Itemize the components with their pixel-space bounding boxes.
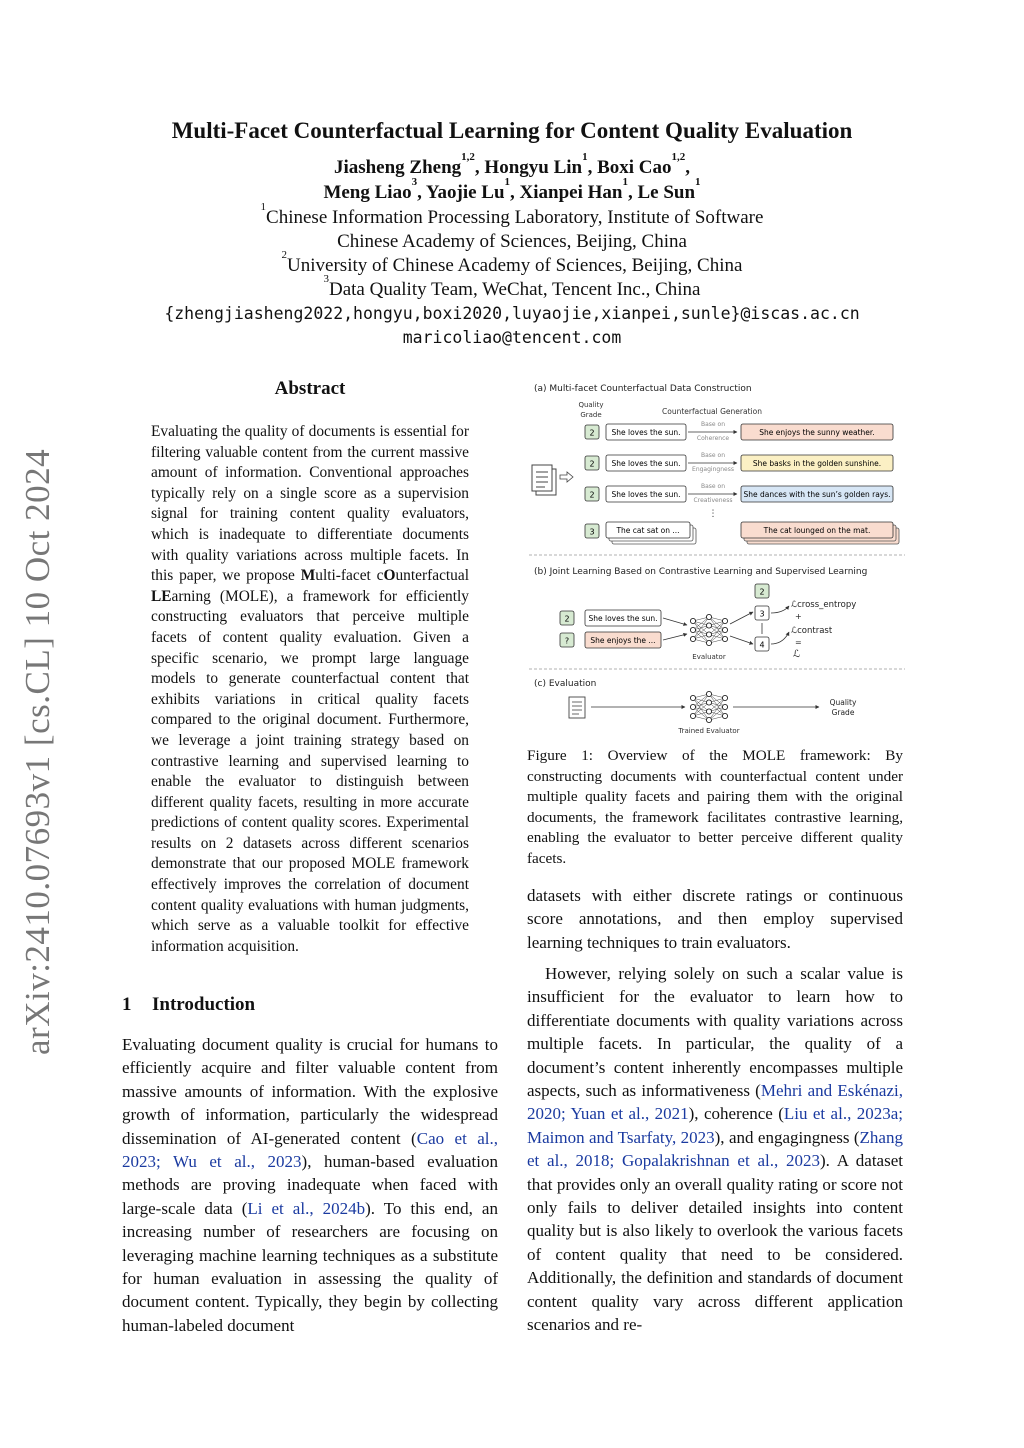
author: Hongyu Lin$^1$, xyxy=(484,150,598,178)
intro-paragraph-1: Evaluating document quality is crucial for humans to efficiently acquire and filter valuable content from massive amounts of information. With the explosive growth of information, particularly the widespread dissemination of AI-generated content (Cao et al., 2023; Wu et al., 2023), human-based evaluation methods are proving inadequate when faced with large-scale data (Li et al., 2024b). To this end, an increasing number of researchers are focusing on leveraging machine learning techniques as a substitute for human evaluation in assessing the quality of document content. Typically, they begin by collecting human-labeled document xyxy=(122,1035,499,1335)
plus-sign: + xyxy=(795,612,802,621)
original-doc-text: The cat sat on ... xyxy=(616,526,680,535)
neural-network-icon xyxy=(690,614,727,645)
figure-1-diagram xyxy=(527,376,907,736)
loss-total: ℒ xyxy=(793,649,801,660)
quality-grade-label: Grade xyxy=(831,708,855,717)
prediction-value: 3 xyxy=(759,609,765,619)
abstract-heading: Abstract xyxy=(274,378,346,399)
evaluator-label: Evaluator xyxy=(692,653,726,661)
counterfactual-row xyxy=(585,483,893,504)
intro-heading: 1 Introduction xyxy=(122,994,256,1015)
grade-value: 2 xyxy=(589,490,595,500)
citation-link[interactable]: Zhang et al., 2018; Gopalakrishnan et al., 2023 xyxy=(527,1127,903,1171)
author-line-1 xyxy=(0,150,1024,179)
base-on-label: Base on xyxy=(701,483,725,490)
right-arrow-icon xyxy=(560,472,573,482)
equals-sign: = xyxy=(795,638,802,647)
counterfactual-doc-text: The cat lounged on the mat. xyxy=(763,526,871,535)
author: Xianpei Han$^1$, xyxy=(519,175,638,203)
author: Jiasheng Zheng$^{1,2}$, xyxy=(333,150,485,178)
ellipsis-dots: ⋮ xyxy=(708,509,718,519)
citation-link[interactable]: Mehri and Eskénazi, 2020; Yuan et al., 2021 xyxy=(527,1081,903,1124)
base-on-label: Base on xyxy=(701,421,725,428)
original-doc-text: She loves the sun. xyxy=(611,428,681,437)
neural-network-icon xyxy=(690,691,727,722)
author: Meng Liao$^3$, xyxy=(323,175,426,203)
intro-paragraph-1-cont: datasets with either discrete ratings or continuous score annotations, and then employ supervised learning techniques to train evaluators. xyxy=(527,886,903,952)
original-doc-text: She loves the sun. xyxy=(611,490,681,499)
grade-value: 2 xyxy=(589,459,595,469)
affiliation-1b: Chinese Academy of Sciences, Beijing, China xyxy=(337,231,687,252)
trained-evaluator-label: Trained Evaluator xyxy=(678,727,740,735)
citation-link[interactable]: Liu et al., 2023a; Maimon and Tsarfaty, 2023 xyxy=(527,1104,903,1147)
author: Le Sun$^1$ xyxy=(637,175,701,203)
intro-paragraph-2: However, relying solely on such a scalar value is insufficient for the evaluator to learn how to differentiate documents with quality variations across multiple facets. In particular, the quality of a document’s content inherently encompasses multiple aspects, such as informativeness (Mehri and Eskénazi, 2020; Yuan et al., 2021), coherence (Liu et al., 2023a; Maimon and Tsarfaty, 2023), and engagingness (Zhang et al., 2018; Gopalakrishnan et al., 2023). A dataset that provides only an overall quality rating or score not only fails to deliver detailed insights into content quality but is also likely to overlook the various facets of content quality that need to be considered. Additionally, the definition and standards of document content quality vary across different application scenarios and re- xyxy=(527,964,903,1335)
grade-value: 3 xyxy=(589,527,595,537)
affiliation-2: $^2$University of Chinese Academy of Sciences, Beijing, China xyxy=(281,248,743,276)
author: Yaojie Lu$^1$, xyxy=(425,175,520,203)
counterfactual-doc-text: She basks in the golden sunshine. xyxy=(752,459,882,468)
grade-value: ? xyxy=(564,636,570,646)
counterfactual-doc-text: She dances with the sun’s golden rays. xyxy=(743,490,891,499)
original-doc-text: She loves the sun. xyxy=(611,459,681,468)
author-line-2 xyxy=(0,175,1024,204)
section-a-label: (a) Multi-facet Counterfactual Data Construction xyxy=(534,384,752,394)
email-line-2: maricoliao@tencent.com xyxy=(402,328,622,347)
citation-link[interactable]: Li et al., 2024b xyxy=(247,1198,366,1218)
counterfactual-row xyxy=(585,452,893,473)
affiliation-1: $^1$Chinese Information Processing Laboratory, Institute of Software xyxy=(260,200,764,228)
quality-label: Quality xyxy=(578,401,604,409)
figure-1 xyxy=(527,376,907,736)
document-icon xyxy=(569,697,585,718)
facet-label: Engagingness xyxy=(692,466,734,473)
author: Boxi Cao$^{1,2}$, xyxy=(597,150,691,178)
section-c-label: (c) Evaluation xyxy=(534,679,597,689)
arxiv-stamp: arXiv:2410.07693v1 [cs.CL] 10 Oct 2024 xyxy=(18,448,57,1055)
facet-label: Creativeness xyxy=(693,497,733,504)
citation-link[interactable]: Cao et al., 2023; Wu et al., 2023 xyxy=(122,1128,499,1172)
section-b-label: (b) Joint Learning Based on Contrastive Learning and Supervised Learning xyxy=(534,567,868,577)
base-on-label: Base on xyxy=(701,452,725,459)
loss-cross-entropy: ℒcross_entropy xyxy=(791,600,857,610)
prediction-value: 4 xyxy=(759,640,765,650)
grade-value: 2 xyxy=(759,587,765,597)
original-doc-text: She loves the sun. xyxy=(588,614,658,623)
grade-label: Grade xyxy=(580,411,602,419)
affiliation-3: $^3$Data Quality Team, WeChat, Tencent Inc., China xyxy=(323,272,701,300)
grade-value: 2 xyxy=(564,614,570,624)
grade-value: 2 xyxy=(589,428,595,438)
document-icon xyxy=(532,465,556,495)
counterfactual-row xyxy=(585,421,893,442)
facet-label: Coherence xyxy=(696,435,730,442)
loss-contrast: ℒcontrast xyxy=(791,626,833,636)
counterfactual-doc-text: She enjoys the ... xyxy=(590,636,656,645)
cf-gen-label: Counterfactual Generation xyxy=(662,407,762,416)
paper-title: Multi-Facet Counterfactual Learning for Content Quality Evaluation xyxy=(171,118,853,143)
quality-grade-label: Quality xyxy=(829,698,857,707)
counterfactual-doc-text: She enjoys the sunny weather. xyxy=(759,428,875,437)
abstract-body: Evaluating the quality of documents is essential for filtering valuable content from the current massive amount of information. Conventional approaches typically rely on a single score as a supervision signal for training content quality evaluators, which is inadequate to differentiate documents with quality variations across multiple facets. In this paper, we propose Multi-facet cOunterfactual LEarning (MOLE), a framework for efficiently constructing evaluators that perceive multiple facets of content quality evaluation. Given a specific scenario, we prompt large language models to generate counterfactual content that exhibits variations in critical quality facets compared to the original document. Furthermore, we leverage a joint training strategy based on contrastive learning and supervised learning to enable the evaluator to distinguish between different quality facets, resulting in more accurate predictions of content quality scores. Experimental results on 2 datasets across different scenarios demonstrate that our proposed MOLE framework effectively improves the correlation of document content quality evaluations with human judgments, which serve as a valuable toolkit for effective information acquisition. xyxy=(151,423,469,955)
figure-caption: Figure 1: Overview of the MOLE framework: By constructing documents with counterfactual content under multiple quality facets and pairing them with the original documents, the framework facilitates contrastive learning, enabling the evaluator to better perceive different quality facets. xyxy=(527,747,903,867)
email-line-1: {zhengjiasheng2022,hongyu,boxi2020,luyaojie,xianpei,sunle}@iscas.ac.cn xyxy=(164,304,860,323)
